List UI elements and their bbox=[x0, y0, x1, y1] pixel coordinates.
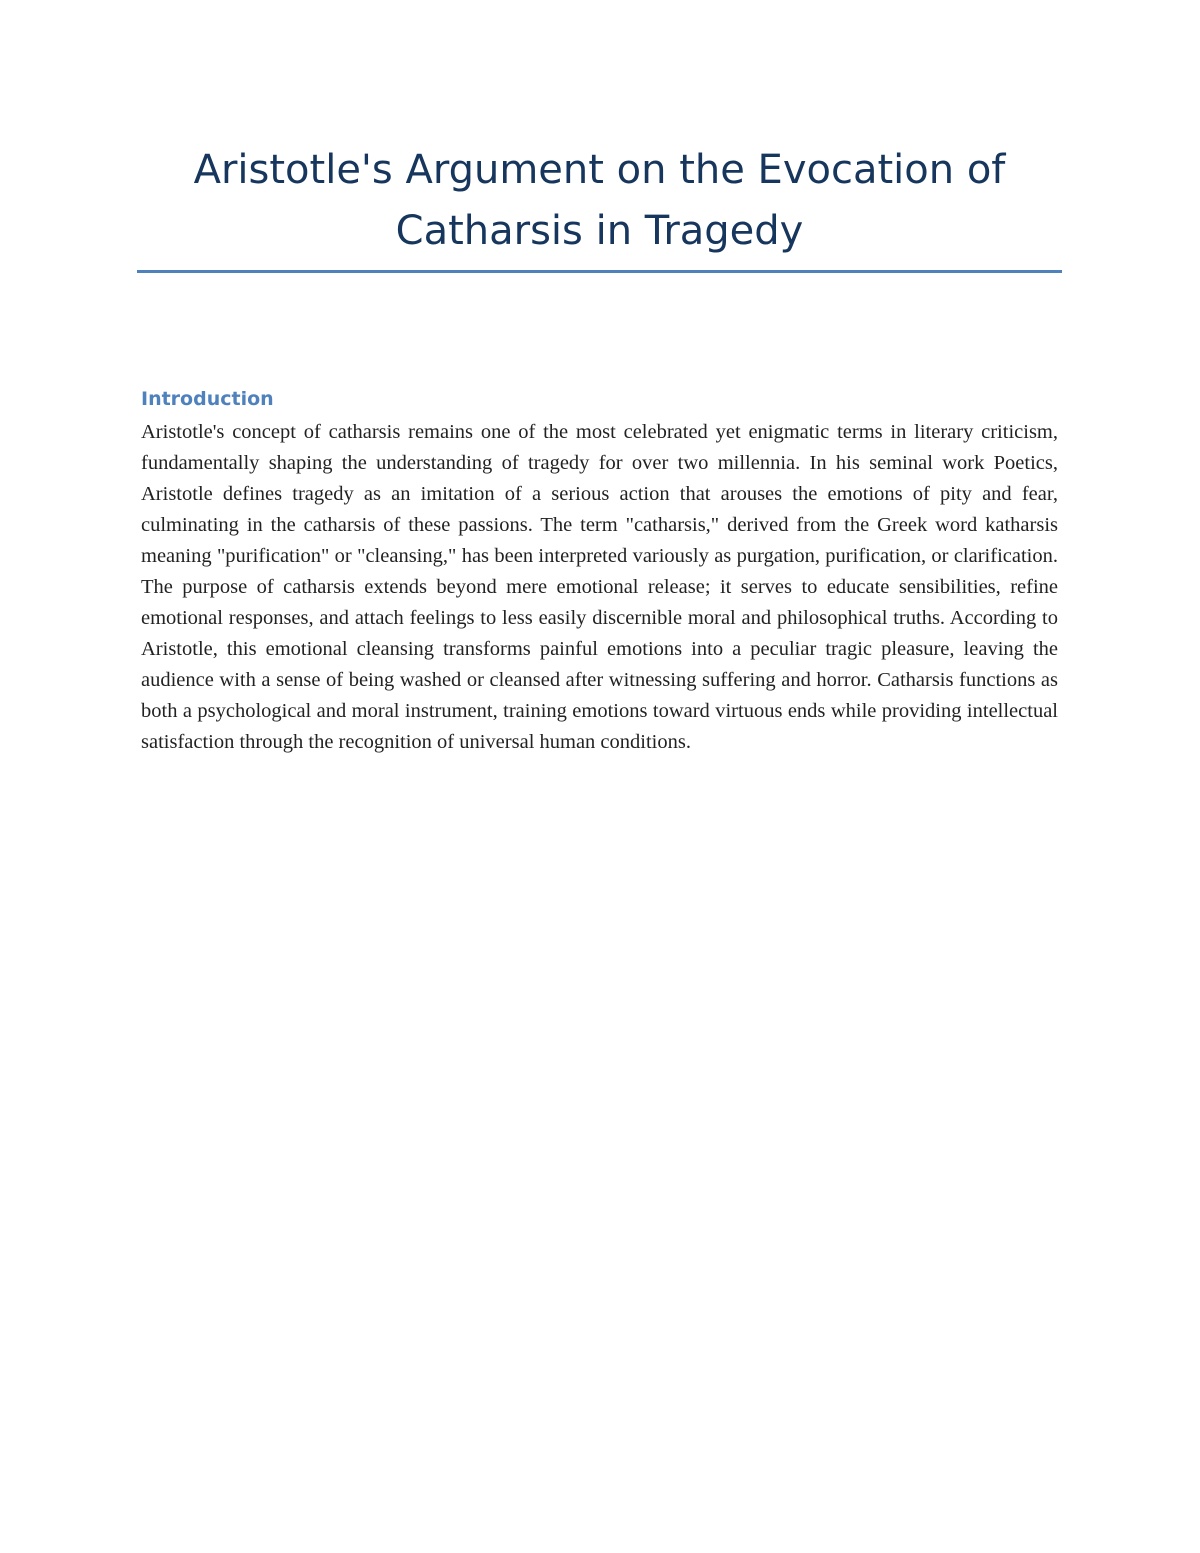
title-block bbox=[137, 140, 1062, 273]
section-paragraph: Aristotle's concept of catharsis remains one of the most celebrated yet enigmatic terms in literary criticism, fundamentally shaping the understanding of tragedy for over two millennia. In his seminal work Poetics, Aristotle defines tragedy as an imitation of a serious action that arouses the emotions of pity and fear, culminating in the catharsis of these passions. The term "catharsis," derived from the Greek word katharsis meaning "purification" or "cleansing," has been interpreted variously as purgation, purification, or clarification. The purpose of catharsis extends beyond mere emotional release; it serves to educate sensibilities, refine emotional responses, and attach feelings to less easily discernible moral and philosophical truths. According to Aristotle, this emotional cleansing transforms painful emotions into a peculiar tragic pleasure, leaving the audience with a sense of being washed or cleansed after witnessing suffering and horror. Catharsis functions as both a psychological and moral instrument, training emotions toward virtuous ends while providing intellectual satisfaction through the recognition of universal human conditions. bbox=[141, 421, 1058, 753]
section-heading: Introduction bbox=[141, 388, 274, 410]
introduction-section bbox=[141, 385, 1058, 758]
document-title: Aristotle's Argument on the Evocation of Catharsis in Tragedy bbox=[193, 147, 1006, 254]
title-underline-rule bbox=[137, 270, 1062, 273]
